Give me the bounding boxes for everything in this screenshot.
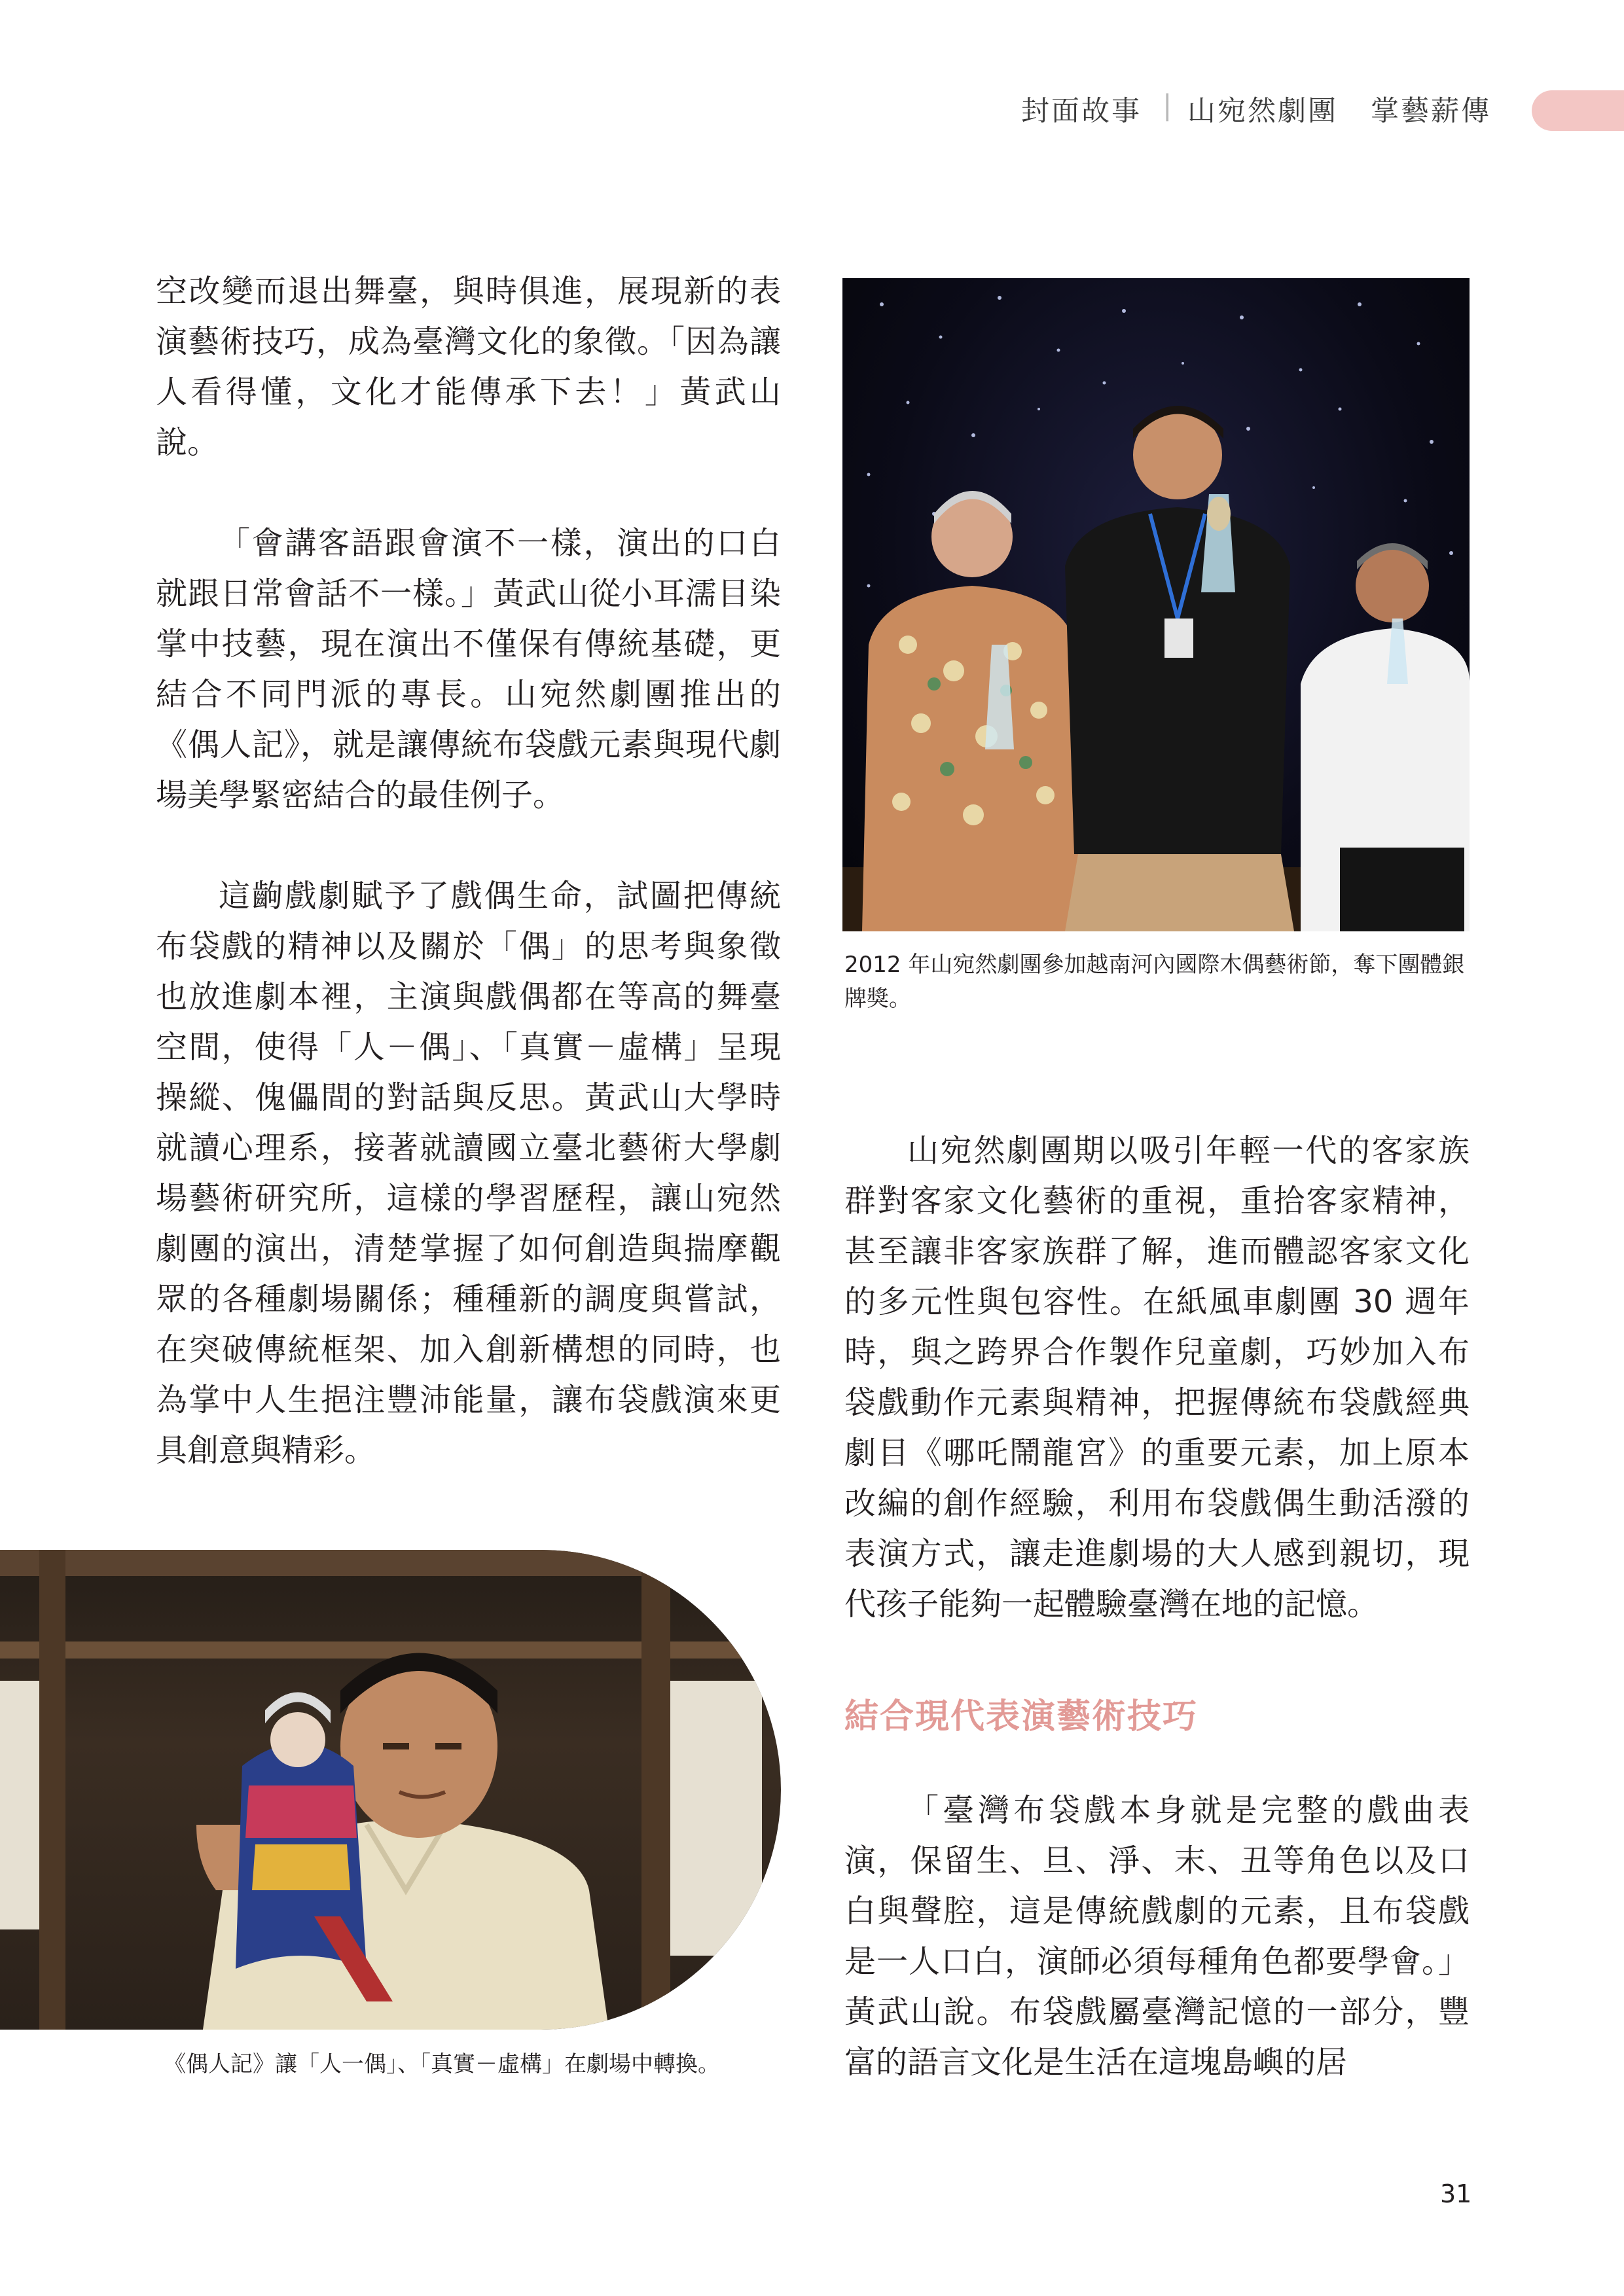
section-heading: 結合現代表演藝術技巧	[844, 1697, 1199, 1736]
left-column	[156, 266, 781, 1476]
header-cover-story: 封面故事	[1021, 95, 1142, 128]
right-paragraph-2: 「臺灣布袋戲本身就是完整的戲曲表演，保留生、旦、淨、末、丑等角色以及口白與聲腔，這是傳統戲劇的元素，且布袋戲是一人口白，演師必須每種角色都要學會。」黃武山說。布袋戲屬臺灣記憶的一部分，豐富的語言文化是生活在這塊島嶼的居	[844, 1792, 1470, 2081]
award-ceremony-photo	[842, 278, 1470, 931]
left-paragraph-1: 空改變而退出舞臺，與時俱進，展現新的表演藝術技巧，成為臺灣文化的象徵。「因為讓人看得懂，文化才能傳承下去！」黃武山說。	[156, 273, 781, 461]
right-column-lower	[844, 1785, 1470, 2088]
award-ceremony-illustration	[842, 278, 1470, 931]
puppeteer-photo	[0, 1550, 781, 2030]
page-number: 31	[1440, 2179, 1472, 2208]
left-paragraph-2: 「會講客語跟會演不一樣，演出的口白就跟日常會話不一樣。」黃武山從小耳濡目染掌中技藝，現在演出不僅保有傳統基礎，更結合不同門派的專長。山宛然劇團推出的《偶人記》，就是讓傳統布袋戲元素與現代劇場美學緊密結合的最佳例子。	[156, 525, 781, 814]
right-paragraph-1: 山宛然劇團期以吸引年輕一代的客家族群對客家文化藝術的重視，重拾客家精神，甚至讓非客家族群了解，進而體認客家文化的多元性與包容性。在紙風車劇團 30 週年時，與之跨界合作製作兒童劇，巧妙加入布袋戲動作元素與精神，把握傳統布袋戲經典劇目《哪吒鬧龍宮》的重要元素，加上原本改編的創作經驗，利用布袋戲偶生動活潑的表演方式，讓走進劇場的大人感到親切，現代孩子能夠一起體驗臺灣在地的記憶。	[844, 1132, 1470, 1623]
bottom-photo-caption: 《偶人記》讓「人一偶」、「真實－虛構」在劇場中轉換。	[164, 2051, 720, 2077]
header-tab-decoration	[1532, 90, 1624, 131]
left-paragraph-3: 這齣戲劇賦予了戲偶生命，試圖把傳統布袋戲的精神以及關於「偶」的思考與象徵也放進劇本裡，主演與戲偶都在等高的舞臺空間，使得「人－偶」、「真實－虛構」呈現操縱、傀儡間的對話與反思。黃武山大學時就讀心理系，接著就讀國立臺北藝術大學劇場藝術研究所，這樣的學習歷程，讓山宛然劇團的演出，清楚掌握了如何創造與揣摩觀眾的各種劇場關係；種種新的調度與嘗試，在突破傳統框架、加入創新構想的同時，也為掌中人生挹注豐沛能量，讓布袋戲演來更具創意與精彩。	[156, 878, 781, 1469]
header-subtitle: 掌藝薪傳	[1371, 95, 1491, 128]
right-column-upper	[844, 1126, 1470, 1630]
puppeteer-illustration	[0, 1550, 781, 2030]
header-troupe-name: 山宛然劇團	[1187, 95, 1338, 128]
running-header	[1021, 89, 1558, 128]
header-separator: |	[1163, 89, 1174, 122]
top-photo-caption: 2012 年山宛然劇團參加越南河內國際木偶藝術節，奪下團體銀牌獎。	[844, 952, 1465, 1012]
